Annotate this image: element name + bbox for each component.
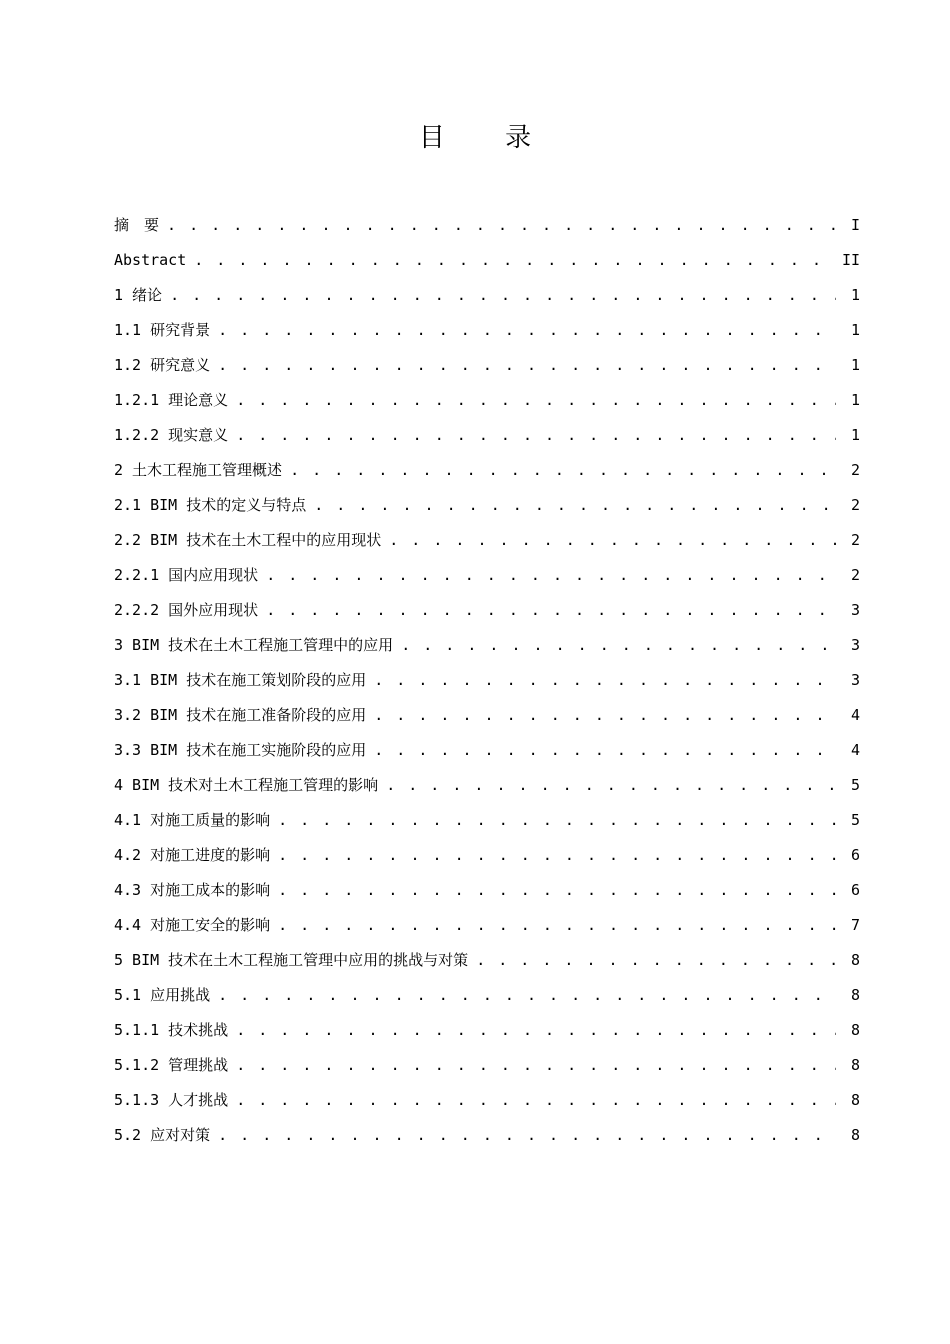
toc-entry-page: 2 [850,461,860,479]
toc-entry-label: 3 BIM 技术在土木工程施工管理中的应用 [114,636,394,654]
toc-entry-page: 1 [850,356,860,374]
toc-entry-label: 3.1 BIM 技术在施工策划阶段的应用 [114,671,367,689]
toc-entry-page: 6 [850,846,860,864]
toc-entry-page: 1 [850,286,860,304]
toc-entry[interactable] [114,1048,860,1083]
toc-entry-page: 8 [850,1056,860,1074]
toc-entry-label: 1.1 研究背景 [114,321,211,339]
toc-entry[interactable] [114,348,860,383]
toc-entry-page: 8 [850,951,860,969]
toc-leader-dots [218,978,836,1013]
toc-entry-label: 1.2.2 现实意义 [114,426,229,444]
toc-entry[interactable] [114,278,860,313]
toc-entry-page: 1 [850,321,860,339]
toc-entry-label: 摘 要 [114,216,160,234]
toc-leader-dots [278,803,836,838]
toc-leader-dots [218,348,836,383]
toc-entry-label: 5.1.2 管理挑战 [114,1056,229,1074]
toc-entry[interactable] [114,628,860,663]
toc-entry-label: 3.2 BIM 技术在施工准备阶段的应用 [114,706,367,724]
toc-entry[interactable] [114,873,860,908]
toc-entry-label: 2 土木工程施工管理概述 [114,461,283,479]
toc-entry[interactable] [114,383,860,418]
toc-entry-label: 1 绪论 [114,286,163,304]
page-title: 目 录 [418,123,558,153]
toc-entry-label: 5.1 应用挑战 [114,986,211,1004]
toc-leader-dots [278,873,836,908]
toc-entry-page: 8 [850,1091,860,1109]
toc-entry[interactable] [114,1118,860,1153]
toc-entry[interactable] [114,838,860,873]
toc-entry-label: 3.3 BIM 技术在施工实施阶段的应用 [114,741,367,759]
toc-entry[interactable] [114,523,860,558]
toc-entry-label: 5.1.1 技术挑战 [114,1021,229,1039]
toc-entry-page: 3 [850,671,860,689]
toc-entry-page: 3 [850,636,860,654]
toc-entry[interactable] [114,698,860,733]
toc-leader-dots [386,768,836,803]
toc-leader-dots [374,733,836,768]
toc-entry[interactable] [114,593,860,628]
toc-entry-page: 8 [850,986,860,1004]
table-of-contents [114,208,860,1153]
toc-leader-dots [278,838,836,873]
toc-entry[interactable] [114,488,860,523]
toc-entry-label: 5 BIM 技术在土木工程施工管理中应用的挑战与对策 [114,951,469,969]
toc-entry-label: 4.2 对施工进度的影响 [114,846,271,864]
toc-leader-dots [374,663,836,698]
toc-entry-label: 4.1 对施工质量的影响 [114,811,271,829]
toc-entry[interactable] [114,978,860,1013]
toc-leader-dots [236,418,836,453]
toc-entry[interactable] [114,558,860,593]
toc-entry-label: 5.1.3 人才挑战 [114,1091,229,1109]
toc-leader-dots [314,488,836,523]
toc-entry[interactable] [114,313,860,348]
toc-entry[interactable] [114,943,860,978]
toc-entry-label: 1.2 研究意义 [114,356,211,374]
toc-entry-label: 2.2.1 国内应用现状 [114,566,259,584]
toc-entry-label: 5.2 应对对策 [114,1126,211,1144]
toc-entry[interactable] [114,733,860,768]
toc-entry[interactable] [114,1083,860,1118]
toc-entry-page: 3 [850,601,860,619]
toc-entry-page: 5 [850,776,860,794]
toc-entry-label: 4 BIM 技术对土木工程施工管理的影响 [114,776,379,794]
toc-leader-dots [266,593,836,628]
toc-entry-page: II [841,251,860,269]
toc-entry-page: 5 [850,811,860,829]
toc-entry-label: 2.1 BIM 技术的定义与特点 [114,496,307,514]
toc-leader-dots [278,908,836,943]
toc-entry[interactable] [114,908,860,943]
toc-leader-dots [236,1048,836,1083]
toc-leader-dots [218,1118,836,1153]
toc-entry-label: 4.3 对施工成本的影响 [114,881,271,899]
toc-leader-dots [290,453,836,488]
toc-leader-dots [194,243,832,278]
toc-entry[interactable] [114,768,860,803]
toc-entry[interactable] [114,243,860,278]
toc-leader-dots [218,313,836,348]
toc-entry-label: 2.2.2 国外应用现状 [114,601,259,619]
toc-entry[interactable] [114,453,860,488]
toc-entry-page: 7 [850,916,860,934]
toc-leader-dots [167,208,836,243]
toc-leader-dots [401,628,836,663]
toc-leader-dots [374,698,836,733]
toc-leader-dots [236,383,836,418]
toc-entry-label: Abstract [114,251,187,269]
toc-leader-dots [389,523,836,558]
toc-leader-dots [236,1013,836,1048]
toc-leader-dots [170,278,836,313]
toc-entry-page: 2 [850,566,860,584]
toc-leader-dots [236,1083,836,1118]
toc-entry-page: 4 [850,741,860,759]
toc-entry-page: 8 [850,1021,860,1039]
toc-entry-page: 2 [850,531,860,549]
toc-entry-page: 1 [850,391,860,409]
toc-entry[interactable] [114,803,860,838]
toc-entry-label: 2.2 BIM 技术在土木工程中的应用现状 [114,531,382,549]
toc-entry[interactable] [114,663,860,698]
toc-entry[interactable] [114,418,860,453]
toc-entry-page: I [850,216,860,234]
toc-entry-label: 4.4 对施工安全的影响 [114,916,271,934]
toc-entry-page: 4 [850,706,860,724]
toc-leader-dots [266,558,836,593]
toc-entry-label: 1.2.1 理论意义 [114,391,229,409]
toc-leader-dots [476,943,836,978]
toc-entry[interactable] [114,1013,860,1048]
toc-entry-page: 8 [850,1126,860,1144]
toc-entry-page: 2 [850,496,860,514]
toc-entry-page: 1 [850,426,860,444]
toc-entry-page: 6 [850,881,860,899]
toc-entry[interactable] [114,208,860,243]
